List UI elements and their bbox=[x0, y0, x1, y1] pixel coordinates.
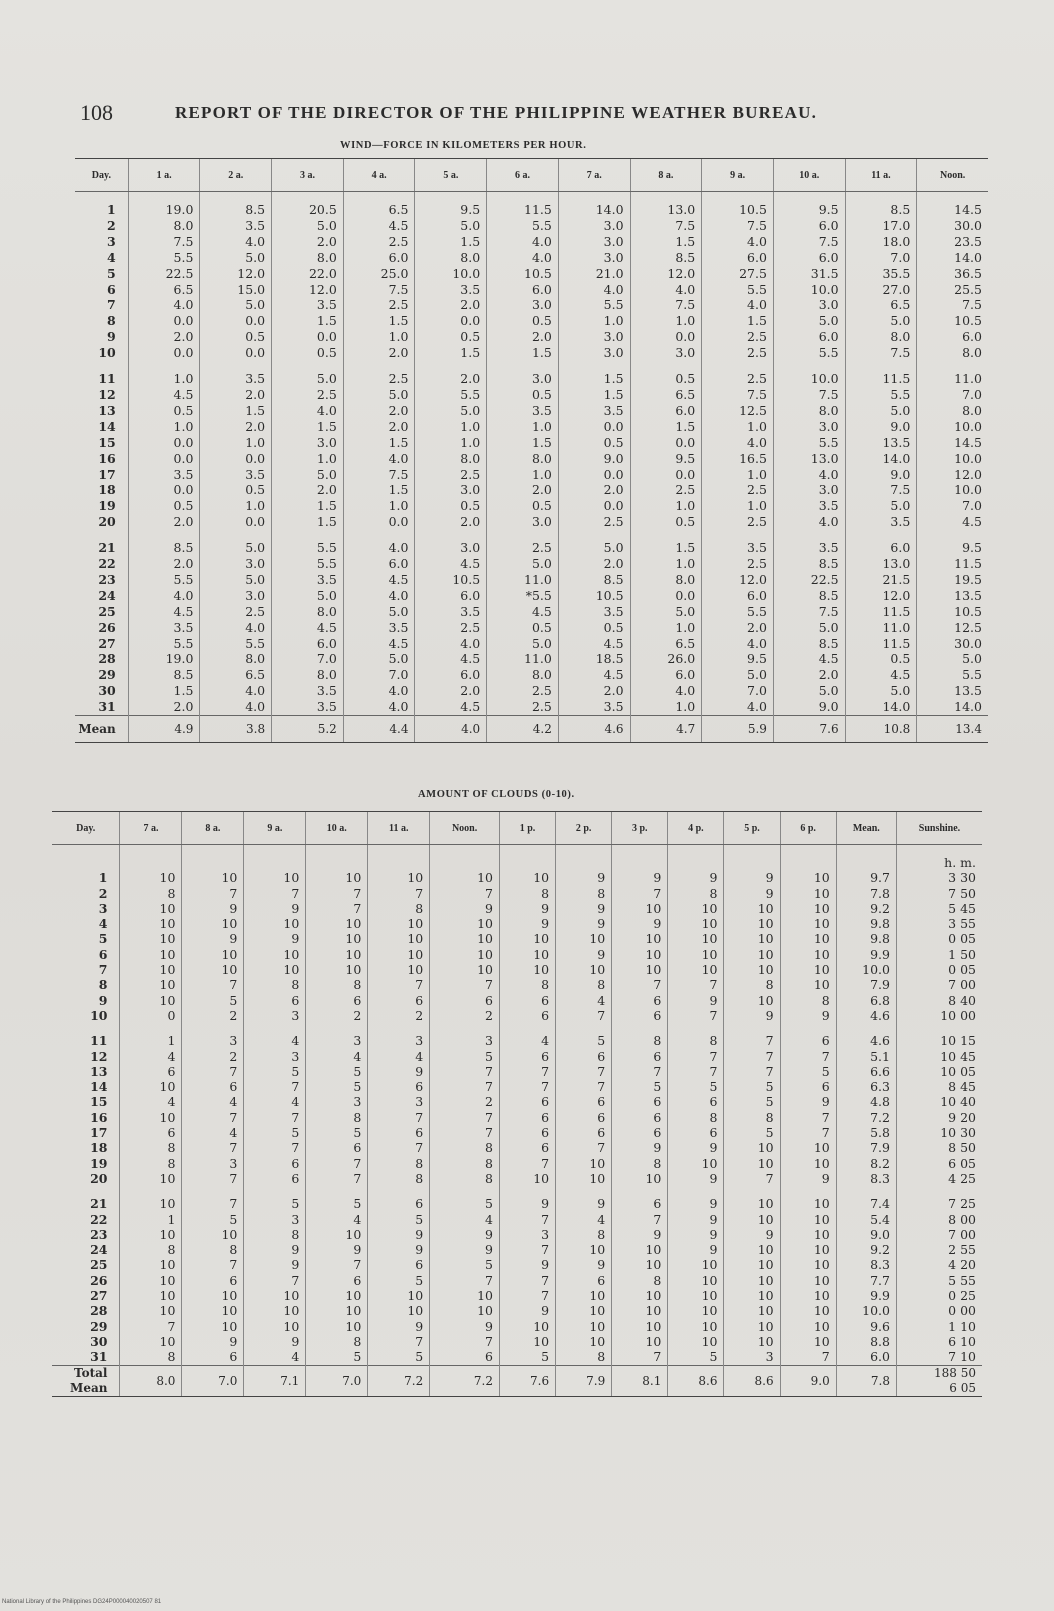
day-group-row bbox=[52, 845, 982, 1024]
mean-value: 13.4 bbox=[917, 716, 988, 743]
value-cell: 4.0 6.0 4.5 4.0 5.0 3.5 4.5 5.0 7.0 4.0 4.0 bbox=[343, 530, 415, 715]
column-header: Mean. bbox=[836, 812, 896, 845]
value-cell: 11.5 5.5 4.0 4.0 10.5 6.0 3.0 0.5 2.0 1.5 bbox=[487, 192, 559, 362]
value-cell: 10 7 8 10 10 10 10 7 6 2 bbox=[368, 845, 430, 1024]
value-cell: 7 25 8 00 7 00 2 55 4 20 5 55 0 25 0 00 1 10 6 10 7 10 bbox=[896, 1186, 982, 1365]
value-cell: 9.5 11.5 19.5 13.5 10.5 12.5 30.0 5.0 5.5 13.5 14.0 bbox=[917, 530, 988, 715]
mean-row bbox=[75, 716, 988, 743]
day-cell: 21 22 23 24 25 26 27 28 29 30 31 bbox=[98, 540, 116, 715]
value-cell: 20.5 5.0 2.0 8.0 22.0 12.0 3.5 1.5 0.0 0.5 bbox=[272, 192, 344, 362]
mean-label: Mean bbox=[75, 716, 128, 743]
value-cell: 6.0 13.0 21.5 12.0 11.5 11.0 11.5 0.5 4.5 5.0 14.0 bbox=[845, 530, 917, 715]
mean-value: 3.8 bbox=[200, 716, 272, 743]
value-cell: 14.0 3.0 3.0 3.0 21.0 4.0 5.5 1.0 3.0 3.0 bbox=[558, 192, 630, 362]
mean-value: 10.8 bbox=[845, 716, 917, 743]
value-cell: 10.0 7.5 8.0 3.0 5.5 13.0 4.0 3.0 3.5 4.0 bbox=[773, 361, 845, 530]
day-group-row bbox=[75, 192, 988, 362]
value-cell: 9.5 6.0 7.5 6.0 31.5 10.0 3.0 5.0 6.0 5.5 bbox=[773, 192, 845, 362]
value-cell: 10 10 9 10 10 10 10 10 10 10 3 bbox=[724, 1186, 780, 1365]
value-cell: 9 8 10 10 10 10 10 7 9 7 bbox=[668, 845, 724, 1024]
column-header: 10 a. bbox=[773, 159, 845, 192]
mean-value: 9.0 bbox=[780, 1365, 836, 1396]
value-cell: 5.0 2.5 4.0 1.5 3.0 1.0 5.0 2.0 1.5 1.5 bbox=[272, 361, 344, 530]
value-cell: 5 4 9 9 5 7 10 10 9 7 6 bbox=[430, 1186, 500, 1365]
value-cell: 3 4 9 6 3 7 6 7 8 8 bbox=[368, 1023, 430, 1186]
mean-value: 4.6 bbox=[558, 716, 630, 743]
day-group-row bbox=[52, 1186, 982, 1365]
day-cell: 11 12 13 14 15 16 17 18 19 20 bbox=[90, 1033, 108, 1186]
value-cell: 2.5 7.5 12.5 1.0 4.0 16.5 1.0 2.5 1.0 2.5 bbox=[702, 361, 774, 530]
day-cell: 11 12 13 14 15 16 17 18 19 20 bbox=[98, 371, 116, 530]
value-cell: 9 8 9 9 10 9 10 8 4 7 bbox=[556, 845, 612, 1024]
value-cell: 3.5 2.5 12.0 6.0 5.5 2.0 4.0 9.5 5.0 7.0 4.0 bbox=[702, 530, 774, 715]
column-header: 8 a. bbox=[630, 159, 702, 192]
mean-value: 188 50 6 05 bbox=[896, 1365, 982, 1396]
mean-value: 4.7 bbox=[630, 716, 702, 743]
day-group-row bbox=[75, 361, 988, 530]
column-header: 3 a. bbox=[272, 159, 344, 192]
value-cell: 9 4 8 10 9 6 10 10 10 10 8 bbox=[556, 1186, 612, 1365]
value-cell: 10 1 10 8 10 10 10 10 7 10 8 bbox=[120, 1186, 182, 1365]
value-cell: 5 3 8 9 9 7 10 10 10 9 4 bbox=[244, 1186, 306, 1365]
value-cell: 14.5 30.0 23.5 14.0 36.5 25.5 7.5 10.5 6.0 8.0 bbox=[917, 192, 988, 362]
scan-footer: National Library of the Philippines DG24P000040020507 81 bbox=[2, 1599, 162, 1605]
value-cell: 0.5 6.5 6.0 1.5 0.0 9.5 0.0 2.5 1.0 0.5 bbox=[630, 361, 702, 530]
column-header: Sunshine. bbox=[896, 812, 982, 845]
mean-value: 7.9 bbox=[556, 1365, 612, 1396]
value-cell: 9 9 9 9 10 10 10 10 10 10 5 bbox=[668, 1186, 724, 1365]
value-cell: 4 6 7 7 6 6 6 6 7 10 bbox=[499, 1023, 555, 1186]
value-cell: 9.5 5.0 1.5 8.0 10.0 3.5 2.0 0.0 0.5 1.5 bbox=[415, 192, 487, 362]
value-cell: 3 5 7 7 2 7 7 8 8 8 bbox=[430, 1023, 500, 1186]
mean-value: 7.6 bbox=[499, 1365, 555, 1396]
value-cell: 8 7 7 5 6 8 6 9 10 9 bbox=[668, 1023, 724, 1186]
mean-value: 4.0 bbox=[415, 716, 487, 743]
mean-value: 4.9 bbox=[128, 716, 200, 743]
value-cell: 11.5 5.5 5.0 9.0 13.5 14.0 9.0 7.5 5.0 3.5 bbox=[845, 361, 917, 530]
mean-row bbox=[52, 1365, 982, 1396]
value-cell: 1.5 1.5 3.5 0.0 0.5 9.0 0.0 2.0 0.0 2.5 bbox=[558, 361, 630, 530]
value-cell: 19.0 8.0 7.5 5.5 22.5 6.5 4.0 0.0 2.0 0.0 bbox=[128, 192, 200, 362]
value-cell: 10 15 10 45 10 05 8 45 10 40 9 20 10 30 8 50 6 05 4 25 bbox=[896, 1023, 982, 1186]
column-header: Noon. bbox=[430, 812, 500, 845]
wind-table-caption: WIND—FORCE IN KILOMETERS PER HOUR. bbox=[340, 140, 587, 151]
value-cell: 4.6 5.1 6.6 6.3 4.8 7.2 5.8 7.9 8.2 8.3 bbox=[836, 1023, 896, 1186]
value-cell: 10 8 9 9 10 10 10 8 6 6 bbox=[499, 845, 555, 1024]
value-cell: 10 10 10 10 10 10 10 10 8 9 bbox=[780, 845, 836, 1024]
value-cell: 3 4 5 5 3 8 5 6 7 7 bbox=[306, 1023, 368, 1186]
value-cell: 10 7 9 10 10 10 10 7 6 2 bbox=[430, 845, 500, 1024]
value-cell: 7 5 10 8 7 6 10 10 10 9 6 bbox=[182, 1186, 244, 1365]
value-cell: 7.4 5.4 9.0 9.2 8.3 7.7 9.9 10.0 9.6 8.8 6.0 bbox=[836, 1186, 896, 1365]
value-cell: 9 7 3 7 9 7 7 9 10 10 5 bbox=[499, 1186, 555, 1365]
value-cell: 5 6 7 7 6 6 6 7 10 10 bbox=[556, 1023, 612, 1186]
column-header: 11 a. bbox=[845, 159, 917, 192]
mean-label: Total Mean bbox=[52, 1365, 120, 1396]
mean-value: 7.1 bbox=[244, 1365, 306, 1396]
mean-value: 4.2 bbox=[487, 716, 559, 743]
value-cell: 6 5 9 9 6 5 10 10 9 7 5 bbox=[368, 1186, 430, 1365]
mean-value: 8.6 bbox=[724, 1365, 780, 1396]
cloud-header-row bbox=[52, 812, 982, 845]
value-cell: 5.5 5.5 3.5 5.0 8.0 4.5 6.0 7.0 8.0 3.5 3.5 bbox=[272, 530, 344, 715]
mean-value: 7.6 bbox=[773, 716, 845, 743]
value-cell: 5.0 2.0 8.5 10.5 3.5 0.5 4.5 18.5 4.5 2.0 3.5 bbox=[558, 530, 630, 715]
day-group-row bbox=[75, 530, 988, 715]
value-cell: 13.0 7.5 1.5 8.5 12.0 4.0 7.5 1.0 0.0 3.0 bbox=[630, 192, 702, 362]
mean-value: 4.4 bbox=[343, 716, 415, 743]
column-header: 7 a. bbox=[120, 812, 182, 845]
page-number: 108 bbox=[80, 100, 113, 125]
column-header: 6 a. bbox=[487, 159, 559, 192]
value-cell: 8.5 3.5 4.0 5.0 12.0 15.0 5.0 0.0 0.5 0.0 bbox=[200, 192, 272, 362]
column-header: 2 p. bbox=[556, 812, 612, 845]
column-header: 5 p. bbox=[724, 812, 780, 845]
value-cell: 6 7 5 6 9 7 7 10 10 9 bbox=[780, 1023, 836, 1186]
value-cell: 5.0 3.0 5.0 3.0 2.5 4.0 5.5 8.0 6.5 4.0 4.0 bbox=[200, 530, 272, 715]
column-header: 4 p. bbox=[668, 812, 724, 845]
column-header: 10 a. bbox=[306, 812, 368, 845]
value-cell: 1.5 1.0 8.0 0.0 5.0 1.0 6.5 26.0 6.0 4.0 1.0 bbox=[630, 530, 702, 715]
column-header: 1 p. bbox=[499, 812, 555, 845]
value-cell: 10 7 9 10 9 10 10 8 6 3 bbox=[244, 845, 306, 1024]
value-cell: 10 7 7 10 10 10 10 8 6 2 bbox=[306, 845, 368, 1024]
value-cell: 9.7 7.8 9.2 9.8 9.8 9.9 10.0 7.9 6.8 4.6 bbox=[836, 845, 896, 1024]
value-cell: 9 9 10 10 10 10 10 8 10 9 bbox=[724, 845, 780, 1024]
value-cell: 3.0 4.5 10.5 6.0 3.5 2.5 4.0 4.5 6.0 2.0 4.5 bbox=[415, 530, 487, 715]
mean-value: 5.9 bbox=[702, 716, 774, 743]
cloud-table-caption: AMOUNT OF CLOUDS (0-10). bbox=[418, 789, 575, 800]
mean-value: 8.6 bbox=[668, 1365, 724, 1396]
value-cell: 6.5 4.5 2.5 6.0 25.0 7.5 2.5 1.5 1.0 2.0 bbox=[343, 192, 415, 362]
value-cell: 8 6 7 5 6 6 6 9 8 10 bbox=[612, 1023, 668, 1186]
column-header: 5 a. bbox=[415, 159, 487, 192]
column-header: 9 a. bbox=[244, 812, 306, 845]
value-cell: 2.5 5.0 11.0 *5.5 4.5 0.5 5.0 11.0 8.0 2.5 2.5 bbox=[487, 530, 559, 715]
value-cell: 11.0 7.0 8.0 10.0 14.5 10.0 12.0 10.0 7.0 4.5 bbox=[917, 361, 988, 530]
value-cell: 4 3 5 7 4 7 5 7 6 6 bbox=[244, 1023, 306, 1186]
value-cell: 3.5 8.5 22.5 8.5 7.5 5.0 8.5 4.5 2.0 5.0 9.0 bbox=[773, 530, 845, 715]
running-head: REPORT OF THE DIRECTOR OF THE PHILIPPINE WEATHER BUREAU. bbox=[175, 103, 818, 122]
column-header: 4 a. bbox=[343, 159, 415, 192]
value-cell: 8.5 2.0 5.5 4.0 4.5 3.5 5.5 19.0 8.5 1.5 2.0 bbox=[128, 530, 200, 715]
value-cell: 7 7 7 5 5 8 5 10 10 7 bbox=[724, 1023, 780, 1186]
value-cell: 10.5 7.5 4.0 6.0 27.5 5.5 4.0 1.5 2.5 2.5 bbox=[702, 192, 774, 362]
column-header: 9 a. bbox=[702, 159, 774, 192]
value-cell: 10 10 10 10 10 10 10 10 10 10 7 bbox=[780, 1186, 836, 1365]
value-cell: 3.0 0.5 3.5 1.0 1.5 8.0 1.0 2.0 0.5 3.0 bbox=[487, 361, 559, 530]
mean-value: 8.1 bbox=[612, 1365, 668, 1396]
day-group-row bbox=[52, 1023, 982, 1186]
column-header: 3 p. bbox=[612, 812, 668, 845]
value-cell: h. m. 3 30 7 50 5 45 3 55 0 05 1 50 0 05 7 00 8 40 10 00 bbox=[896, 845, 982, 1024]
column-header: Day. bbox=[75, 159, 128, 192]
column-header: 2 a. bbox=[200, 159, 272, 192]
mean-value: 7.0 bbox=[182, 1365, 244, 1396]
value-cell: 2.5 5.0 2.0 2.0 1.5 4.0 7.5 1.5 1.0 0.0 bbox=[343, 361, 415, 530]
column-header: 8 a. bbox=[182, 812, 244, 845]
mean-value: 5.2 bbox=[272, 716, 344, 743]
column-header: Noon. bbox=[917, 159, 988, 192]
value-cell: 3.5 2.0 1.5 2.0 1.0 0.0 3.5 0.5 1.0 0.0 bbox=[200, 361, 272, 530]
column-header: 6 p. bbox=[780, 812, 836, 845]
wind-header-row bbox=[75, 159, 988, 192]
value-cell: 1.0 4.5 0.5 1.0 0.0 0.0 3.5 0.0 0.5 2.0 bbox=[128, 361, 200, 530]
mean-value: 8.0 bbox=[120, 1365, 182, 1396]
column-header: 7 a. bbox=[558, 159, 630, 192]
value-cell: 8.5 17.0 18.0 7.0 35.5 27.0 6.5 5.0 8.0 7.5 bbox=[845, 192, 917, 362]
day-cell: 1 2 3 4 5 6 7 8 9 10 bbox=[90, 870, 108, 1023]
value-cell: 10 8 10 10 10 10 10 10 10 0 bbox=[120, 845, 182, 1024]
value-cell: 5 4 10 9 7 6 10 10 10 8 5 bbox=[306, 1186, 368, 1365]
mean-value: 7.2 bbox=[368, 1365, 430, 1396]
value-cell: 6 7 9 10 10 8 10 10 10 10 7 bbox=[612, 1186, 668, 1365]
value-cell: 2.0 5.5 5.0 1.0 1.0 8.0 2.5 3.0 0.5 2.0 bbox=[415, 361, 487, 530]
column-header: Day. bbox=[52, 812, 120, 845]
mean-value: 7.0 bbox=[306, 1365, 368, 1396]
wind-force-table bbox=[75, 158, 988, 743]
mean-value: 7.8 bbox=[836, 1365, 896, 1396]
value-cell: 10 7 9 10 9 10 10 7 5 2 bbox=[182, 845, 244, 1024]
value-cell: 3 2 7 6 4 7 4 7 3 7 bbox=[182, 1023, 244, 1186]
day-cell: 21 22 23 24 25 26 27 28 29 30 31 bbox=[90, 1196, 108, 1365]
day-cell: 1 2 3 4 5 6 7 8 9 10 bbox=[98, 202, 116, 361]
value-cell: 1 4 6 10 4 10 6 8 8 10 bbox=[120, 1023, 182, 1186]
column-header: 1 a. bbox=[128, 159, 200, 192]
mean-value: 7.2 bbox=[430, 1365, 500, 1396]
value-cell: 9 7 10 9 10 10 10 7 6 6 bbox=[612, 845, 668, 1024]
column-header: 11 a. bbox=[368, 812, 430, 845]
clouds-table bbox=[52, 811, 982, 1397]
